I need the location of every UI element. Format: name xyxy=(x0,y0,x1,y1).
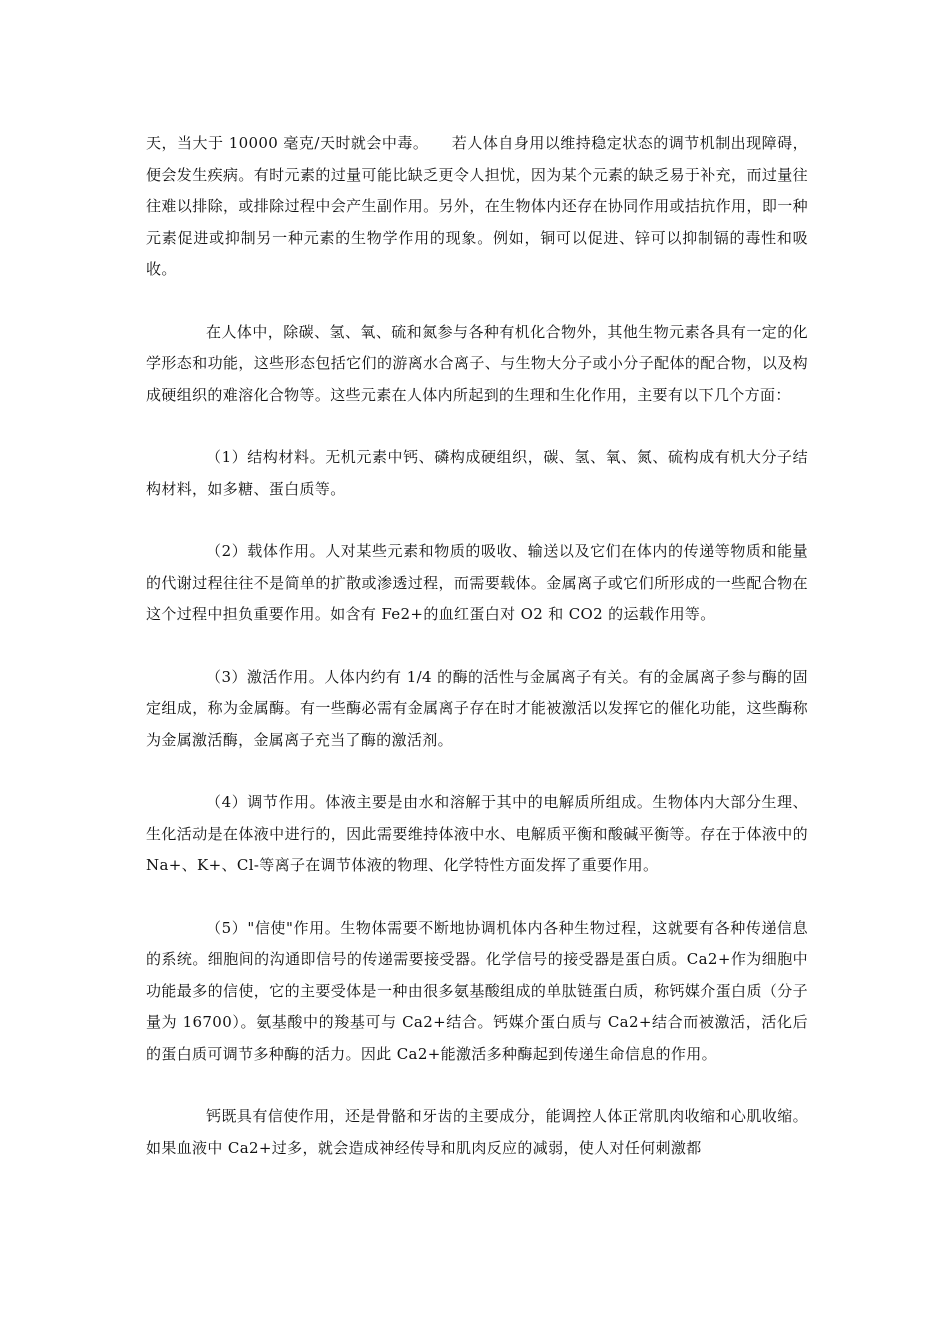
paragraph-1: 天，当大于 10000 毫克/天时就会中毒。 若人体自身用以维持稳定状态的调节机制出现障碍，便会发生疾病。有时元素的过量可能比缺乏更令人担忧，因为某个元素的缺乏易于补充，而过量往往难以排除，或排除过程中会产生副作用。另外，在生物体内还存在协同作用或拮抗作用，即一种元素促进或抑制另一种元素的生物学作用的现象。例如，铜可以促进、锌可以抑制镉的毒性和吸收。 xyxy=(146,134,808,278)
paragraph-8: 钙既具有信使作用，还是骨骼和牙齿的主要成分，能调控人体正常肌肉收缩和心肌收缩。如果血液中 Ca2+过多，就会造成神经传导和肌肉反应的减弱，使人对任何刺激都 xyxy=(146,1107,808,1157)
paragraph-2: 在人体中，除碳、氢、氧、硫和氮参与各种有机化合物外，其他生物元素各具有一定的化学形态和功能，这些形态包括它们的游离水合离子、与生物大分子或小分子配体的配合物，以及构成硬组织的难溶化合物等。这些元素在人体内所起到的生理和生化作用，主要有以下几个方面： xyxy=(146,322,808,404)
paragraph-7: （5）"信使"作用。生物体需要不断地协调机体内各种生物过程，这就要有各种传递信息的系统。细胞间的沟通即信号的传递需要接受器。化学信号的接受器是蛋白质。Ca2+作为细胞中功能最多的信使，它的主要受体是一种由很多氨基酸组成的单肽链蛋白质，称钙媒介蛋白质（分子量为 16700）。氨基酸中的羧基可与 Ca2+结合。钙媒介蛋白质与 Ca2+结合而被激活，活化后的蛋白质可调节多种酶的活力。因此 Ca2+能激活多种酶起到传递生命信息的作用。 xyxy=(146,918,808,1063)
paragraph-6: （4）调节作用。体液主要是由水和溶解于其中的电解质所组成。生物体内大部分生理、生化活动是在体液中进行的，因此需要维持体液中水、电解质平衡和酸碱平衡等。存在于体液中的 Na+、K+、Cl-等离子在调节体液的物理、化学特性方面发挥了重要作用。 xyxy=(146,793,808,874)
paragraph-5: （3）激活作用。人体内约有 1/4 的酶的活性与金属离子有关。有的金属离子参与酶的固定组成，称为金属酶。有一些酶必需有金属离子存在时才能被激活以发挥它的催化功能，这些酶称为金属激活酶，金属离子充当了酶的激活剂。 xyxy=(146,667,808,749)
paragraph-4: （2）载体作用。人对某些元素和物质的吸收、输送以及它们在体内的传递等物质和能量的代谢过程往往不是简单的扩散或渗透过程，而需要载体。金属离子或它们所形成的一些配合物在这个过程中担负重要作用。如含有 Fe2+的血红蛋白对 O2 和 CO2 的运载作用等。 xyxy=(146,542,808,623)
document-body xyxy=(146,128,808,1164)
paragraph-3: （1）结构材料。无机元素中钙、磷构成硬组织，碳、氢、氧、氮、硫构成有机大分子结构材料，如多糖、蛋白质等。 xyxy=(146,448,808,498)
